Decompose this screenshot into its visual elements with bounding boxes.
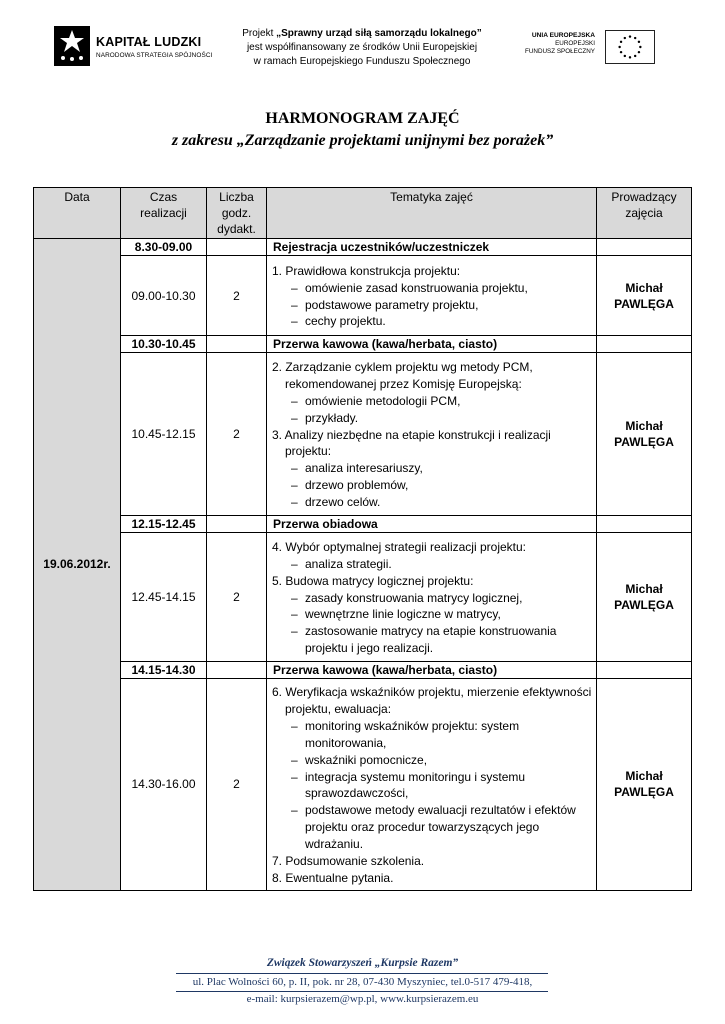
topic-subitem: – monitoring wskaźników projektu: system monitorowania,	[272, 718, 592, 752]
topic-item: 8. Ewentualne pytania.	[272, 870, 394, 885]
topic-cell	[267, 353, 597, 516]
lecturer-cell: Michał PAWLĘGA	[597, 533, 692, 662]
topic-subitem: – omówienie zasad konstruowania projektu,	[272, 280, 592, 297]
header-date: Data	[34, 188, 121, 239]
project-line-1	[232, 27, 492, 41]
header-topic: Tematyka zajęć	[267, 188, 597, 239]
time-cell: 10.30-10.45	[121, 336, 207, 353]
eu-flag-icon	[605, 30, 655, 64]
topic-item: 1. Prawidłowa konstrukcja projektu:	[272, 263, 461, 278]
topic-subitem: – zastosowanie matrycy na etapie konstruowania projektu i jego realizacji.	[272, 623, 592, 657]
hours-cell	[207, 662, 267, 679]
schedule-table	[33, 187, 692, 891]
lecturer-cell: Michał PAWLĘGA	[597, 353, 692, 516]
topic-subitem: – zasady konstruowania matrycy logicznej,	[272, 590, 592, 607]
break-label: Rejestracja uczestników/uczestniczek	[267, 239, 597, 256]
hours-cell	[207, 336, 267, 353]
topic-item: 6. Weryfikacja wskaźników projektu, mierzenie efektywności projektu, ewaluacja:	[272, 685, 592, 716]
logo-title: KAPITAŁ LUDZKI	[96, 35, 202, 49]
time-cell: 8.30-09.00	[121, 239, 207, 256]
table-row	[34, 256, 692, 336]
break-label: Przerwa kawowa (kawa/herbata, ciasto)	[267, 336, 597, 353]
logo-subtitle: NARODOWA STRATEGIA SPÓJNOŚCI	[96, 52, 213, 59]
lecturer-cell	[597, 662, 692, 679]
eu-line-1: UNIA EUROPEJSKA	[531, 32, 595, 39]
topic-cell	[267, 679, 597, 891]
topic-subitem: – przykłady.	[272, 410, 592, 427]
header-lecturer: Prowadzący zajęcia	[597, 188, 692, 239]
table-row	[34, 516, 692, 533]
topic-subitem: – cechy projektu.	[272, 313, 592, 330]
project-info	[232, 27, 492, 69]
time-cell: 10.45-12.15	[121, 353, 207, 516]
topic-cell	[267, 256, 597, 336]
lecturer-cell	[597, 516, 692, 533]
lecturer-cell: Michał PAWLĘGA	[597, 679, 692, 891]
table-row	[34, 353, 692, 516]
table-row	[34, 239, 692, 256]
topic-item: 7. Podsumowanie szkolenia.	[272, 854, 425, 869]
hours-cell: 2	[207, 353, 267, 516]
topic-subitem: – analiza strategii.	[272, 556, 592, 573]
time-cell: 14.30-16.00	[121, 679, 207, 891]
hours-cell: 2	[207, 533, 267, 662]
topic-subitem: – wskaźniki pomocnicze,	[272, 752, 592, 769]
topic-subitem: – wewnętrzne linie logiczne w matrycy,	[272, 606, 592, 623]
header-time: Czas realizacji	[121, 188, 207, 239]
hours-cell: 2	[207, 679, 267, 891]
lecturer-cell	[597, 239, 692, 256]
page-header	[0, 0, 725, 80]
topic-subitem: – drzewo problemów,	[272, 477, 592, 494]
footer-contact: e-mail: kurpsierazem@wp.pl, www.kurpsierazem.eu	[246, 993, 479, 1005]
topic-subitem: – analiza interesariuszy,	[272, 460, 592, 477]
lecturer-cell: Michał PAWLĘGA	[597, 256, 692, 336]
eu-logo	[520, 30, 655, 68]
topic-item: 5. Budowa matrycy logicznej projektu:	[272, 573, 474, 588]
header-hours: Liczba godz. dydakt.	[207, 188, 267, 239]
hours-cell: 2	[207, 256, 267, 336]
footer-organization: Związek Stowarzyszeń „Kurpsie Razem”	[266, 957, 459, 969]
table-row	[34, 679, 692, 891]
topic-item: 3. Analizy niezbędne na etapie konstrukcji i realizacji projektu:	[272, 427, 551, 459]
topic-item: 2. Zarządzanie cyklem projektu wg metody PCM, rekomendowanej przez Komisję Europejską:	[272, 359, 533, 391]
break-label: Przerwa obiadowa	[267, 516, 597, 533]
table-header-row	[34, 188, 692, 239]
eu-text	[525, 32, 595, 56]
footer-divider	[176, 973, 548, 974]
date-cell: 19.06.2012r.	[34, 239, 121, 891]
eu-line-3: FUNDUSZ SPOŁECZNY	[525, 48, 595, 55]
project-line-3: w ramach Europejskiego Funduszu Społecznego	[253, 56, 471, 67]
document-title: HARMONOGRAM ZAJĘĆ	[265, 110, 460, 127]
lecturer-cell	[597, 336, 692, 353]
kapital-ludzki-logo-icon	[54, 26, 90, 66]
project-line-2: jest współfinansowany ze środków Unii Europejskiej	[246, 42, 478, 53]
project-prefix: Projekt	[242, 28, 277, 39]
hours-cell	[207, 239, 267, 256]
topic-subitem: – integracja systemu monitoringu i systemu sprawozdawczości,	[272, 769, 592, 803]
kapital-ludzki-logo	[54, 26, 214, 70]
time-cell: 09.00-10.30	[121, 256, 207, 336]
document-subtitle: z zakresu „Zarządzanie projektami unijnymi bez porażek”	[171, 132, 554, 149]
topic-subitem: – drzewo celów.	[272, 494, 592, 511]
table-row	[34, 336, 692, 353]
hours-cell	[207, 516, 267, 533]
topic-cell	[267, 533, 597, 662]
topic-subitem: – omówienie metodologii PCM,	[272, 393, 592, 410]
table-row	[34, 662, 692, 679]
time-cell: 12.15-12.45	[121, 516, 207, 533]
time-cell: 12.45-14.15	[121, 533, 207, 662]
footer-address: ul. Plac Wolności 60, p. II, pok. nr 28, 07-430 Myszyniec, tel.0-517 479-418,	[192, 976, 533, 988]
table-row	[34, 533, 692, 662]
topic-item: 4. Wybór optymalnej strategii realizacji projektu:	[272, 539, 526, 554]
topic-subitem: – podstawowe parametry projektu,	[272, 297, 592, 314]
time-cell: 14.15-14.30	[121, 662, 207, 679]
break-label: Przerwa kawowa (kawa/herbata, ciasto)	[267, 662, 597, 679]
footer-divider	[176, 991, 548, 992]
eu-line-2: EUROPEJSKI	[555, 40, 595, 47]
topic-subitem: – podstawowe metody ewaluacji rezultatów i efektów projektu oraz procedur towarzyszących jego wdrażaniu.	[272, 802, 592, 853]
project-name: „Sprawny urząd siłą samorządu lokalnego”	[276, 28, 482, 39]
